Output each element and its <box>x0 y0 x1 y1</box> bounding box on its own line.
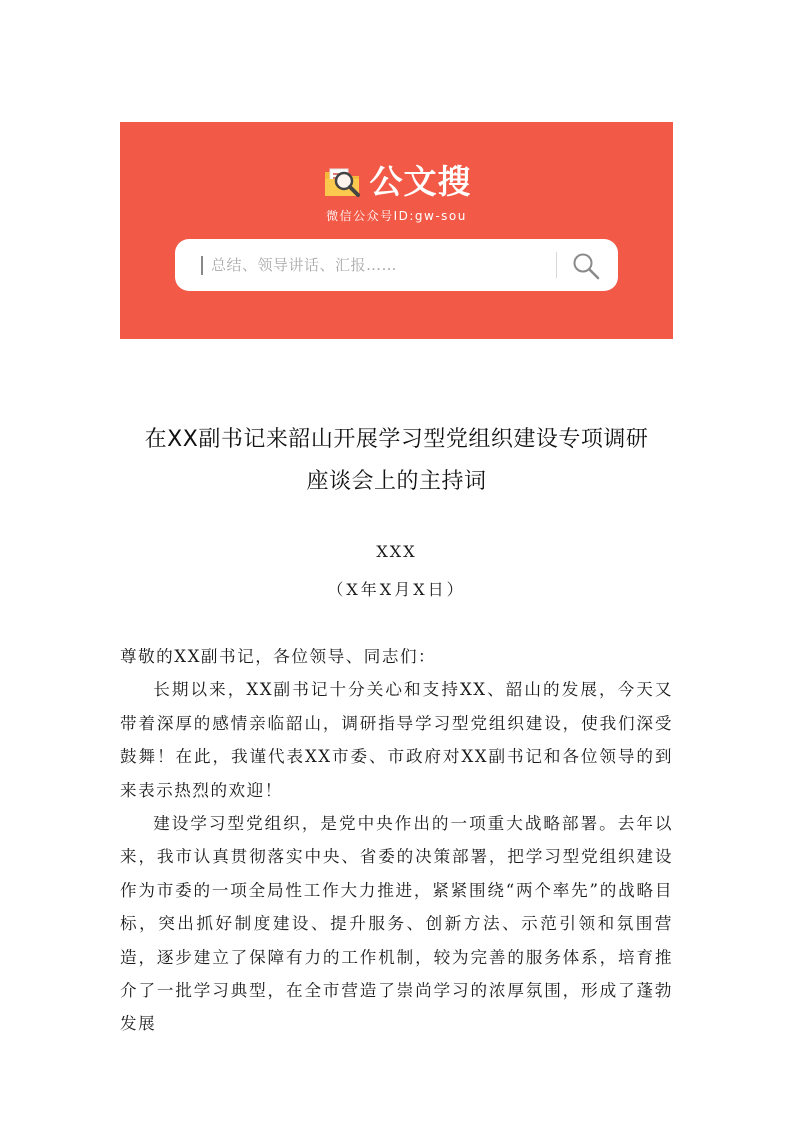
search-box[interactable] <box>175 239 618 291</box>
document-date: （X年X月X日） <box>327 580 466 599</box>
paragraph: 长期以来，XX副书记十分关心和支持XX、韶山的发展，今天又带着深厚的感情亲临韶山，调研指导学习型党组织建设，使我们深受鼓舞！在此，我谨代表XX市委、市政府对XX副书记和各位领导的到来表示热烈的欢迎！ <box>120 680 673 800</box>
author: XXX <box>376 542 417 561</box>
search-input[interactable]: 总结、领导讲话、汇报…… <box>211 256 398 274</box>
paragraph: 建设学习型党组织，是党中央作出的一项重大战略部署。去年以来，我市认真贯彻落实中央、省委的决策部署，把学习型党组织建设作为市委的一项全局性工作大力推进，紧紧围绕“两个率先”的战略目标，突出抓好制度建设、提升服务、创新方法、示范引领和氛围营造，逐步建立了保障有力的工作机制，较为完善的服务体系，培育推介了一批学习典型，在全市营造了崇尚学习的浓厚氛围，形成了蓬勃发展 <box>120 814 673 1034</box>
text-caret <box>201 256 203 275</box>
salutation: 尊敬的XX副书记，各位领导、同志们： <box>120 647 437 666</box>
folder-magnifier-icon <box>322 164 366 200</box>
header-banner <box>120 122 673 339</box>
brand-name: 公文搜 <box>369 162 472 201</box>
document-title-line1: 在XX副书记来韶山开展学习型党组织建设专项调研 <box>144 427 649 452</box>
search-icon[interactable] <box>571 251 601 281</box>
logo[interactable] <box>120 162 673 202</box>
wechat-id: 微信公众号ID:gw-sou <box>326 209 467 223</box>
document-body <box>120 640 673 1041</box>
divider <box>556 252 557 278</box>
document-title-line2: 座谈会上的主持词 <box>306 469 487 494</box>
